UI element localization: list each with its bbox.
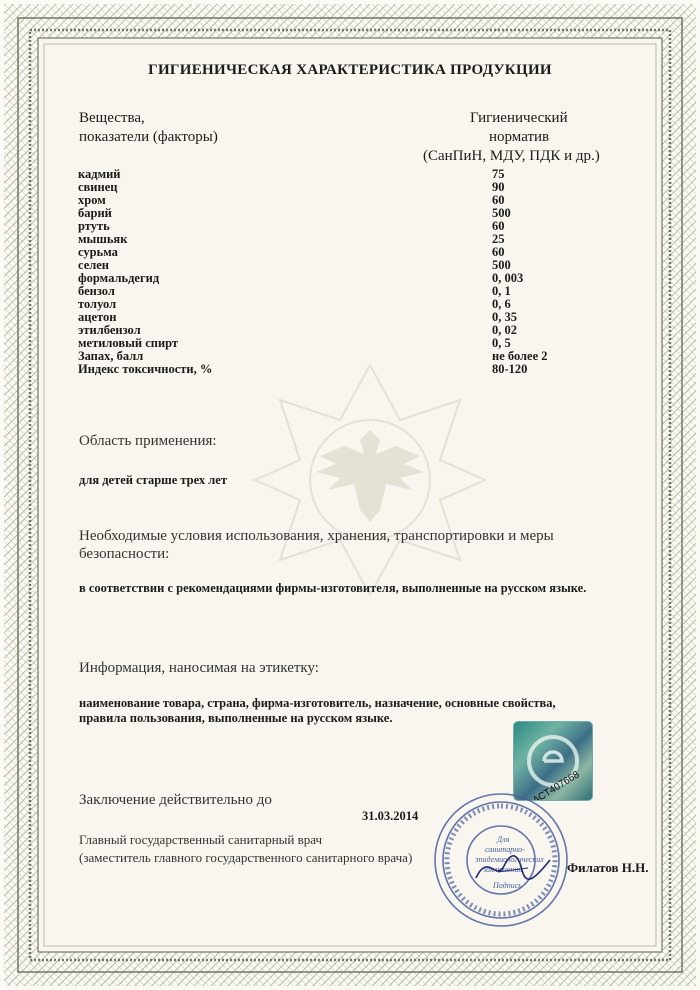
scope-value: для детей старше трех лет (79, 473, 227, 487)
document-title: ГИГИЕНИЧЕСКАЯ ХАРАКТЕРИСТИКА ПРОДУКЦИИ (148, 62, 552, 78)
table-row-value: 0, 35 (492, 310, 517, 324)
column-header-factors: показатели (факторы) (79, 129, 218, 145)
table-row-value: 60 (492, 193, 505, 207)
table-row-value: 80-120 (492, 362, 528, 376)
table-row-value: 25 (492, 232, 505, 246)
handwritten-signature (468, 842, 558, 892)
table-row-name: свинец (78, 180, 118, 194)
table-row-name: селен (78, 258, 110, 272)
hologram-code: АСТ407668 (530, 769, 582, 800)
column-header-substances: Вещества, (79, 110, 145, 126)
signatory-name: Филатов Н.Н. (567, 860, 649, 875)
table-row-name: толуол (78, 297, 117, 311)
label-info-label: Информация, наносимая на этикетку: (79, 660, 319, 676)
table-row-value: 0, 1 (492, 284, 511, 298)
table-row-name: формальдегид (78, 271, 160, 285)
table-row-name: барий (78, 206, 112, 220)
label-info-value-2: правила пользования, выполненные на русском языке. (79, 711, 393, 725)
validity-label: Заключение действительно до (79, 792, 272, 808)
stamp-text: Для (497, 835, 510, 844)
table-row-name: Запах, балл (78, 349, 144, 363)
column-header-hygienic: Гигиенический (470, 110, 568, 126)
conditions-value: в соответствии с рекомендациями фирмы-изготовителя, выполненные на русском языке. (79, 581, 587, 595)
hologram-icon (514, 722, 592, 800)
scope-label: Область применения: (79, 433, 217, 449)
table-row-value: 500 (492, 258, 511, 272)
table-row-value: 60 (492, 219, 505, 233)
emblem-watermark (250, 360, 490, 600)
table-row-name: Индекс токсичности, % (78, 362, 213, 376)
table-row-value: не более 2 (492, 349, 548, 363)
table-row-name: ацетон (78, 310, 117, 324)
table-row-value: 60 (492, 245, 505, 259)
table-row-name: мышьяк (78, 232, 128, 246)
stamp-text: санитарно- (485, 845, 525, 854)
table-row-name: кадмий (78, 167, 121, 181)
table-row-value: 0, 5 (492, 336, 511, 350)
validity-date: 31.03.2014 (362, 809, 419, 823)
table-row-value: 0, 6 (492, 297, 511, 311)
column-header-norm: норматив (489, 129, 550, 145)
table-row-name: этилбензол (78, 323, 141, 337)
table-row-value: 75 (492, 167, 505, 181)
column-header-standards: (СанПиН, МДУ, ПДК и др.) (423, 148, 600, 164)
table-row-value: 0, 02 (492, 323, 517, 337)
stamp-text: эпидемиологических (475, 855, 544, 864)
table-row-name: ртуть (78, 219, 110, 233)
conditions-label: Необходимые условия использования, хранения, транспортировки и меры (79, 528, 554, 544)
table-row-value: 0, 003 (492, 271, 524, 285)
table-row-name: бензол (78, 284, 115, 298)
table-row-value: 500 (492, 206, 511, 220)
signatory-title: Главный государственный санитарный врач (79, 832, 323, 847)
hologram-sticker (514, 722, 592, 800)
table-row-name: метиловый спирт (78, 336, 179, 350)
signatory-title-alt: (заместитель главного государственного санитарного врача) (79, 850, 413, 865)
label-info-value-1: наименование товара, страна, фирма-изготовитель, назначение, основные свойства, (79, 696, 556, 710)
stamp-text: Подпись (493, 881, 522, 890)
conditions-label-cont: безопасности: (79, 546, 170, 562)
table-row-name: хром (78, 193, 106, 207)
table-row-value: 90 (492, 180, 505, 194)
stamp-text: заключений (483, 865, 523, 874)
table-row-name: сурьма (78, 245, 118, 259)
